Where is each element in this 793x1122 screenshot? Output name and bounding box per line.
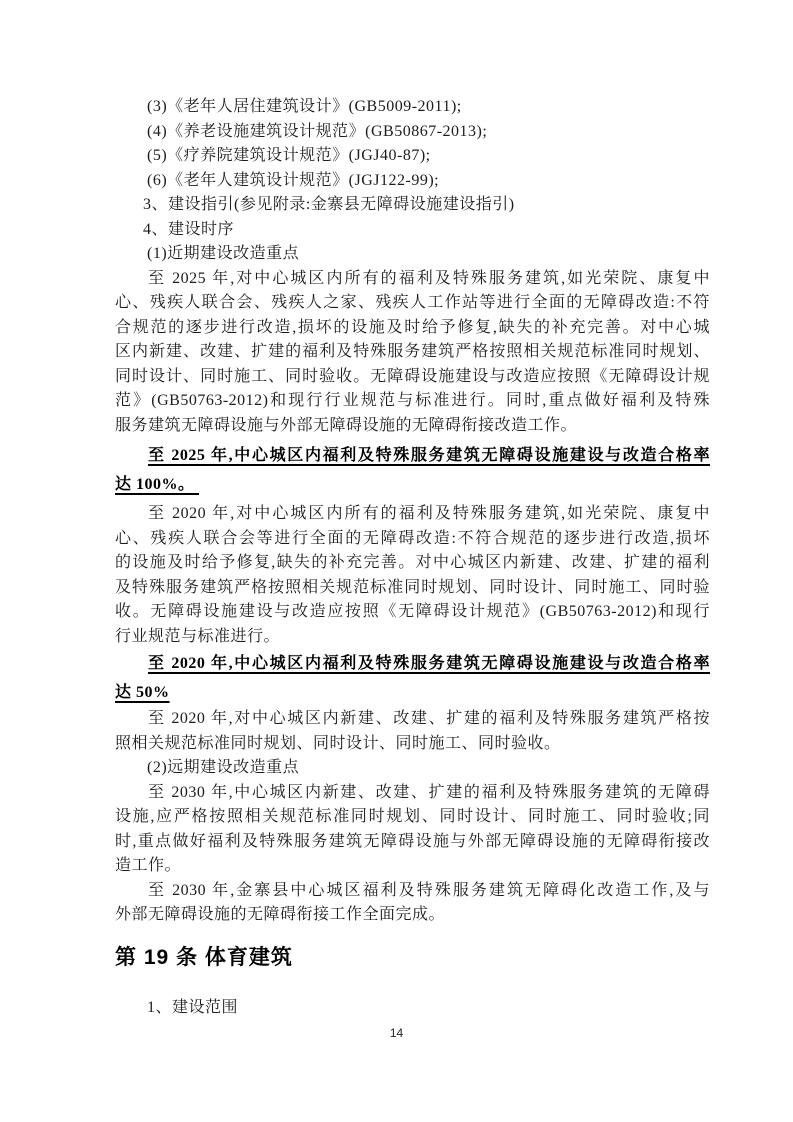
goal-line: 达 50% — [115, 684, 170, 701]
paragraph-2020-renovation — [115, 502, 710, 649]
paragraph-line: 行业规范与标准进行。 — [115, 627, 281, 645]
paragraph-line: 至 2025 年,对中心城区内所有的福利及特殊服务建筑,如光荣院、康复中 — [148, 269, 710, 287]
item-construction-scope: 1、建设范围 — [147, 998, 239, 1016]
paragraph-line: 区内新建、改建、扩建的福利及特殊服务建筑严格按照相关规范标准同时规划、 — [115, 343, 710, 360]
list-item-construction-sequence: 4、建设时序 — [143, 220, 235, 238]
paragraph-line: 心、残疾人联合会等进行全面的无障碍改造:不符合规范的逐步进行改造,损坏 — [115, 529, 710, 547]
paragraph-2030-construction — [115, 781, 710, 879]
paragraph-line: 范》(GB50763-2012)和现行行业规范与标准进行。同时,重点做好福利及特殊 — [115, 392, 710, 409]
paragraph-line: 至 2030 年,中心城区内新建、改建、扩建的福利及特殊服务建筑的无障碍 — [148, 783, 710, 801]
list-item-construction-guide: 3、建设指引(参见附录:金寨县无障碍设施建设指引) — [143, 196, 515, 213]
goal-line: 至 2020 年,中心城区内福利及特殊服务建筑无障碍设施建设与改造合格率 — [148, 655, 710, 672]
paragraph-line: 照相关规范标准同时规划、同时设计、同时施工、同时验收。 — [115, 734, 561, 752]
paragraph-line: 心、残疾人联合会、残疾人之家、残疾人工作站等进行全面的无障碍改造:不符 — [115, 294, 710, 311]
paragraph-line: 至 2020 年,对中心城区内新建、改建、扩建的福利及特殊服务建筑严格按 — [148, 710, 710, 727]
goal-line: 达 100%。 — [115, 476, 200, 493]
paragraph-line: 外部无障碍设施的无障碍衔接工作全面完成。 — [115, 906, 446, 923]
subitem-long-term: (2)远期建设改造重点 — [147, 759, 300, 776]
paragraph-2030-completion — [115, 879, 710, 928]
paragraph-line: 及特殊服务建筑严格按照相关规范标准同时规划、同时设计、同时施工、同时验 — [115, 578, 710, 596]
paragraph-line: 合规范的逐步进行改造,损坏的设施及时给予修复,缺失的补充完善。对中心城 — [115, 318, 710, 336]
reference-item: (3)《老年人居住建筑设计》(GB5009-2011); — [147, 98, 462, 115]
goal-2020-statement — [115, 649, 710, 707]
paragraph-line: 的设施及时给予修复,缺失的补充完善。对中心城区内新建、改建、扩建的福利 — [115, 554, 710, 571]
goal-2025-statement — [115, 441, 710, 499]
reference-item: (4)《养老设施建筑设计规范》(GB50867-2013); — [147, 122, 488, 140]
paragraph-line: 服务建筑无障碍设施与外部无障碍设施的无障碍衔接改造工作。 — [115, 416, 578, 434]
paragraph-2020-new-construction — [115, 707, 710, 756]
paragraph-line: 收。无障碍设施建设与改造应按照《无障碍设计规范》(GB50763-2012)和现行 — [115, 603, 710, 620]
reference-list — [115, 95, 710, 267]
page-number: 14 — [389, 1026, 404, 1040]
paragraph-line: 时,重点做好福利及特殊服务建筑无障碍设施与外部无障碍设施的无障碍衔接改 — [115, 832, 710, 850]
reference-item: (6)《老年人建筑设计规范》(JGJ122-99); — [147, 171, 440, 189]
paragraph-line: 设施,应严格按照相关规范标准同时规划、同时设计、同时施工、同时验收;同 — [115, 808, 710, 825]
article-19-heading: 第 19 条 体育建筑 — [115, 945, 293, 969]
subitem-near-term: (1)近期建设改造重点 — [147, 245, 300, 262]
goal-line: 至 2025 年,中心城区内福利及特殊服务建筑无障碍设施建设与改造合格率 — [148, 447, 710, 464]
paragraph-line: 同时设计、同时施工、同时验收。无障碍设施建设与改造应按照《无障碍设计规 — [115, 367, 710, 385]
reference-item: (5)《疗养院建筑设计规范》(JGJ40-87); — [147, 147, 431, 164]
paragraph-line: 至 2030 年,金寨县中心城区福利及特殊服务建筑无障碍化改造工作,及与 — [148, 881, 710, 899]
paragraph-line: 造工作。 — [115, 857, 182, 874]
paragraph-line: 至 2020 年,对中心城区内所有的福利及特殊服务建筑,如光荣院、康复中 — [148, 505, 710, 522]
paragraph-2025-renovation — [115, 267, 710, 439]
